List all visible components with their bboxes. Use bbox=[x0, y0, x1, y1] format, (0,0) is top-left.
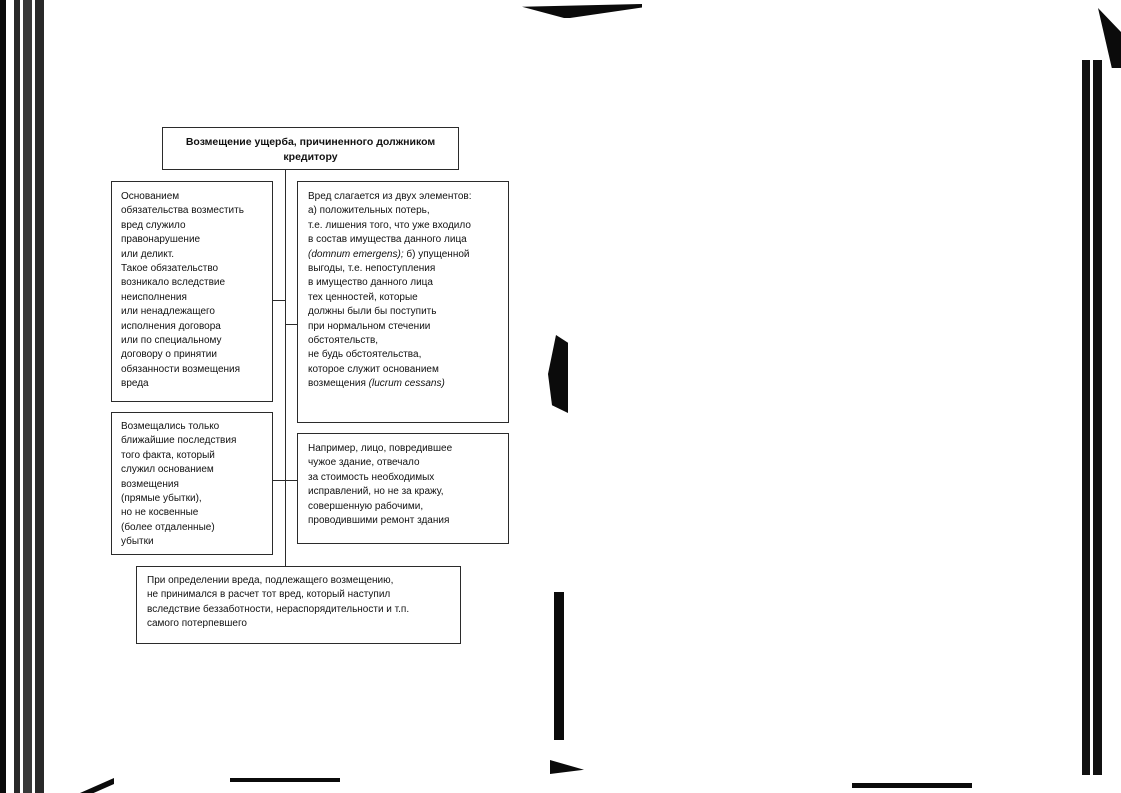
harm-line-text: возмещения bbox=[308, 378, 369, 390]
direct-losses-line: Возмещались только bbox=[121, 421, 220, 432]
basis-line: исполнения договора bbox=[121, 320, 221, 332]
connector-basis bbox=[272, 300, 285, 301]
basis-line: или деликт. bbox=[121, 248, 175, 260]
example-line: за стоимость необходимых bbox=[308, 471, 435, 483]
scan-mark-top bbox=[522, 4, 642, 18]
excluded-harm-line: вследствие беззаботности, нераспорядительности и т.п. bbox=[147, 603, 410, 615]
basis-line: договору о принятии bbox=[121, 349, 217, 361]
connector-harm bbox=[285, 324, 297, 325]
scan-edge-left bbox=[0, 0, 6, 793]
harm-line: Вред слагается из двух элементов: bbox=[308, 191, 472, 202]
excluded-harm-line: самого потерпевшего bbox=[147, 618, 247, 630]
diagram-title-line: Возмещение ущерба, причиненного должником bbox=[185, 136, 436, 148]
direct-losses-line: убытки bbox=[121, 536, 154, 548]
basis-line: вреда bbox=[121, 378, 149, 390]
connector-example bbox=[285, 480, 297, 481]
basis-line: обязательства возместить bbox=[121, 205, 244, 217]
connector-direct bbox=[273, 480, 285, 481]
harm-line: выгоды, т.е. непоступления bbox=[308, 263, 436, 275]
harm-line: обстоятельств, bbox=[308, 335, 379, 347]
diagram-title-line: кредитору bbox=[283, 151, 338, 163]
latin-term-lucrum: (lucrum cessans) bbox=[368, 378, 445, 390]
harm-line: а) положительных потерь, bbox=[308, 205, 430, 217]
basis-box bbox=[111, 181, 273, 402]
basis-line: Такое обязательство bbox=[121, 263, 219, 275]
example-line: исправлений, но не за кражу, bbox=[308, 486, 444, 498]
harm-line bbox=[308, 248, 508, 262]
scan-mark-bottom-left bbox=[80, 778, 114, 793]
direct-losses-line: но не косвенные bbox=[121, 507, 199, 519]
direct-losses-line: служил основанием bbox=[121, 464, 214, 476]
harm-line: в имущество данного лица bbox=[308, 277, 433, 289]
excluded-harm-line: не принимался в расчет тот вред, который наступил bbox=[147, 589, 391, 601]
harm-line: не будь обстоятельства, bbox=[308, 349, 422, 361]
basis-line: правонарушение bbox=[121, 234, 201, 246]
basis-line: неисполнения bbox=[121, 291, 187, 303]
direct-losses-line: ближайшие последствия bbox=[121, 435, 237, 447]
harm-line: должны были бы поступить bbox=[308, 306, 437, 318]
direct-losses-line: того факта, который bbox=[121, 449, 215, 461]
scan-edge-left-band bbox=[14, 0, 44, 793]
harm-line bbox=[308, 377, 508, 391]
scan-mark-bottom-2 bbox=[852, 783, 972, 788]
example-line: проводившими ремонт здания bbox=[308, 515, 450, 527]
direct-losses-line: возмещения bbox=[121, 478, 179, 490]
diagram-title-box bbox=[162, 127, 459, 170]
scan-edge-right-corner bbox=[1098, 8, 1121, 68]
harm-line: в состав имущества данного лица bbox=[308, 234, 467, 246]
harm-line-rest: б) упущенной bbox=[403, 248, 470, 260]
harm-line: при нормальном стечении bbox=[308, 320, 431, 332]
example-line: совершенную рабочими, bbox=[308, 500, 424, 512]
excluded-harm-line: При определении вреда, подлежащего возмещению, bbox=[147, 575, 394, 586]
scan-mark-middle bbox=[548, 335, 568, 413]
scan-mark-middle-lower bbox=[554, 592, 564, 740]
latin-term-damnum: (domnum emergens); bbox=[308, 248, 404, 260]
harm-line: которое служит основанием bbox=[308, 363, 439, 375]
basis-line: Основанием bbox=[121, 191, 180, 202]
harm-line: т.е. лишения того, что уже входило bbox=[308, 219, 471, 231]
excluded-harm-box bbox=[136, 566, 461, 644]
scan-edge-right-band bbox=[1082, 60, 1102, 775]
basis-line: вред служило bbox=[121, 219, 186, 231]
scan-mark-bottom-center bbox=[550, 760, 584, 774]
scan-mark-bottom-1 bbox=[230, 778, 340, 782]
direct-losses-line: (прямые убытки), bbox=[121, 493, 202, 505]
direct-losses-box bbox=[111, 412, 273, 555]
direct-losses-line: (более отдаленные) bbox=[121, 521, 215, 533]
basis-line: возникало вследствие bbox=[121, 277, 226, 289]
example-box bbox=[297, 433, 509, 544]
basis-line: обязанности возмещения bbox=[121, 363, 241, 375]
basis-line: или ненадлежащего bbox=[121, 306, 215, 318]
harm-line: тех ценностей, которые bbox=[308, 291, 418, 303]
example-line: Например, лицо, повредившее bbox=[308, 443, 453, 454]
example-line: чужое здание, отвечало bbox=[308, 457, 420, 469]
connector-trunk bbox=[285, 170, 286, 566]
harm-box bbox=[297, 181, 509, 423]
basis-line: или по специальному bbox=[121, 335, 222, 347]
